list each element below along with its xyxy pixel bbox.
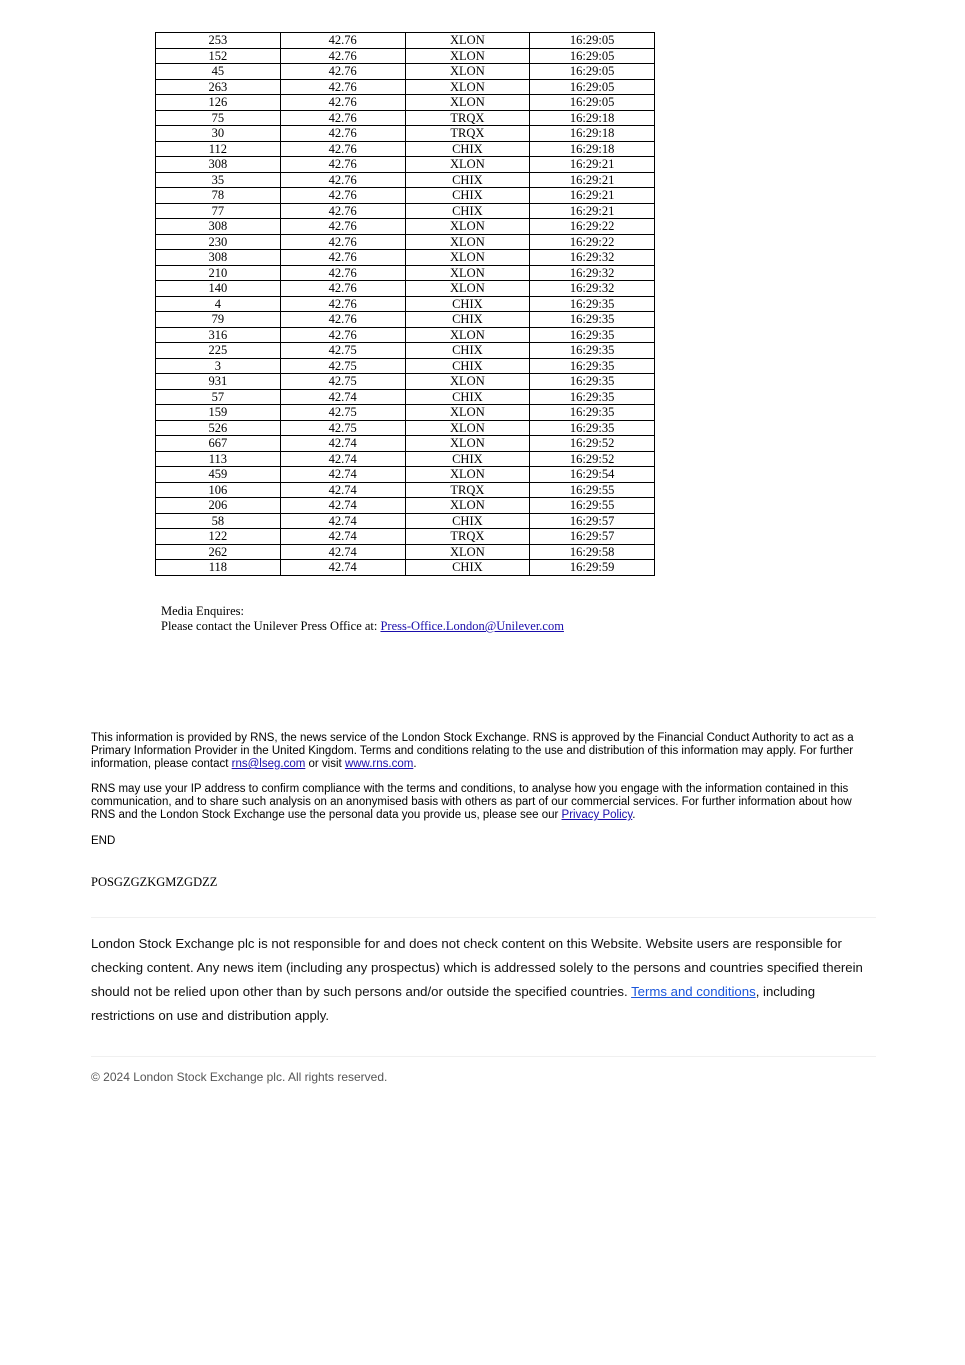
trade-price-cell: 42.76: [280, 157, 405, 173]
trade-price-cell: 42.74: [280, 436, 405, 452]
trade-volume-cell: 30: [156, 126, 281, 142]
trade-venue-cell: CHIX: [405, 312, 530, 328]
trade-volume-cell: 308: [156, 157, 281, 173]
table-row: [156, 343, 655, 359]
divider: [91, 917, 876, 918]
trade-volume-cell: 106: [156, 482, 281, 498]
trade-venue-cell: CHIX: [405, 358, 530, 374]
trade-volume-cell: 253: [156, 33, 281, 49]
rns-info-mid: or visit: [305, 758, 345, 770]
table-row: [156, 312, 655, 328]
trade-time-cell: 16:29:58: [530, 544, 655, 560]
trades-table: [155, 32, 655, 576]
table-row: [156, 389, 655, 405]
trade-price-cell: 42.75: [280, 358, 405, 374]
trade-venue-cell: XLON: [405, 219, 530, 235]
trade-volume-cell: 118: [156, 560, 281, 576]
trade-volume-cell: 78: [156, 188, 281, 204]
rns-privacy-paragraph: [91, 783, 871, 822]
table-row: [156, 358, 655, 374]
trade-volume-cell: 206: [156, 498, 281, 514]
table-row: [156, 126, 655, 142]
trade-time-cell: 16:29:21: [530, 172, 655, 188]
trade-price-cell: 42.74: [280, 513, 405, 529]
trade-venue-cell: CHIX: [405, 389, 530, 405]
trade-volume-cell: 159: [156, 405, 281, 421]
trade-price-cell: 42.76: [280, 188, 405, 204]
trade-venue-cell: CHIX: [405, 188, 530, 204]
trade-price-cell: 42.76: [280, 296, 405, 312]
trade-venue-cell: XLON: [405, 544, 530, 560]
trade-price-cell: 42.76: [280, 95, 405, 111]
trade-time-cell: 16:29:05: [530, 48, 655, 64]
trade-time-cell: 16:29:35: [530, 405, 655, 421]
table-row: [156, 451, 655, 467]
table-row: [156, 374, 655, 390]
trade-venue-cell: XLON: [405, 327, 530, 343]
trade-time-cell: 16:29:35: [530, 327, 655, 343]
trade-venue-cell: XLON: [405, 420, 530, 436]
trade-price-cell: 42.76: [280, 281, 405, 297]
trade-price-cell: 42.76: [280, 33, 405, 49]
trade-time-cell: 16:29:21: [530, 157, 655, 173]
trade-venue-cell: XLON: [405, 95, 530, 111]
trade-venue-cell: CHIX: [405, 141, 530, 157]
trade-price-cell: 42.76: [280, 265, 405, 281]
disclaimer-text: London Stock Exchange plc is not responsible for and does not check content on this Website. Website users are responsible for checking content. Any news item (including any prospectus) which is addressed solely to the persons and countries specified therein should not be relied upon other than by such persons and/or outside the specified countries.: [91, 936, 863, 999]
trade-venue-cell: XLON: [405, 33, 530, 49]
trade-volume-cell: 75: [156, 110, 281, 126]
trade-venue-cell: XLON: [405, 157, 530, 173]
trade-price-cell: 42.74: [280, 498, 405, 514]
trade-venue-cell: TRQX: [405, 529, 530, 545]
table-row: [156, 327, 655, 343]
trade-time-cell: 16:29:05: [530, 33, 655, 49]
trade-price-cell: 42.76: [280, 327, 405, 343]
press-office-email-link[interactable]: Press-Office.London@Unilever.com: [380, 619, 564, 633]
table-row: [156, 172, 655, 188]
trade-venue-cell: XLON: [405, 250, 530, 266]
table-row: [156, 405, 655, 421]
trade-time-cell: 16:29:22: [530, 234, 655, 250]
trade-price-cell: 42.76: [280, 110, 405, 126]
trade-volume-cell: 667: [156, 436, 281, 452]
table-row: [156, 498, 655, 514]
table-row: [156, 79, 655, 95]
trade-time-cell: 16:29:05: [530, 64, 655, 80]
trade-volume-cell: 263: [156, 79, 281, 95]
table-row: [156, 33, 655, 49]
table-row: [156, 296, 655, 312]
trade-time-cell: 16:29:55: [530, 482, 655, 498]
trade-time-cell: 16:29:55: [530, 498, 655, 514]
trade-price-cell: 42.76: [280, 141, 405, 157]
table-row: [156, 110, 655, 126]
table-row: [156, 513, 655, 529]
media-contact-text: Please contact the Unilever Press Office at:: [161, 619, 381, 633]
trade-time-cell: 16:29:52: [530, 451, 655, 467]
trade-volume-cell: 316: [156, 327, 281, 343]
trade-time-cell: 16:29:18: [530, 110, 655, 126]
end-label: END: [91, 835, 116, 847]
trade-time-cell: 16:29:35: [530, 420, 655, 436]
table-row: [156, 219, 655, 235]
table-row: [156, 250, 655, 266]
trade-price-cell: 42.76: [280, 48, 405, 64]
trade-venue-cell: XLON: [405, 281, 530, 297]
table-row: [156, 544, 655, 560]
trade-venue-cell: XLON: [405, 467, 530, 483]
trade-price-cell: 42.74: [280, 467, 405, 483]
trade-time-cell: 16:29:18: [530, 141, 655, 157]
trade-venue-cell: CHIX: [405, 343, 530, 359]
trade-time-cell: 16:29:35: [530, 389, 655, 405]
trade-price-cell: 42.76: [280, 203, 405, 219]
table-row: [156, 281, 655, 297]
trade-price-cell: 42.75: [280, 343, 405, 359]
trade-venue-cell: TRQX: [405, 110, 530, 126]
disclaimer-end: , including restrictions on use and distribution apply.: [91, 984, 816, 1023]
trade-time-cell: 16:29:57: [530, 529, 655, 545]
trade-time-cell: 16:29:35: [530, 312, 655, 328]
trade-price-cell: 42.74: [280, 389, 405, 405]
trade-venue-cell: CHIX: [405, 560, 530, 576]
trade-venue-cell: TRQX: [405, 482, 530, 498]
media-contact: [161, 619, 564, 634]
table-row: [156, 265, 655, 281]
table-row: [156, 95, 655, 111]
table-row: [156, 48, 655, 64]
trade-volume-cell: 57: [156, 389, 281, 405]
copyright-notice: © 2024 London Stock Exchange plc. All rights reserved.: [91, 1070, 388, 1084]
trade-time-cell: 16:29:59: [530, 560, 655, 576]
trade-time-cell: 16:29:32: [530, 281, 655, 297]
rns-website-link[interactable]: www.rns.com: [344, 758, 414, 770]
terms-and-conditions-link[interactable]: Terms and conditions: [631, 984, 756, 999]
trade-time-cell: 16:29:54: [530, 467, 655, 483]
trades-table-body: [156, 33, 655, 576]
table-row: [156, 234, 655, 250]
trade-price-cell: 42.74: [280, 560, 405, 576]
trade-price-cell: 42.75: [280, 374, 405, 390]
trade-venue-cell: CHIX: [405, 296, 530, 312]
rns-email-link[interactable]: rns@lseg.com: [231, 758, 306, 770]
trade-price-cell: 42.76: [280, 312, 405, 328]
table-row: [156, 203, 655, 219]
trade-volume-cell: 58: [156, 513, 281, 529]
trade-price-cell: 42.75: [280, 420, 405, 436]
rns-privacy-end: .: [632, 809, 636, 821]
trade-venue-cell: XLON: [405, 64, 530, 80]
trade-price-cell: 42.76: [280, 79, 405, 95]
trade-time-cell: 16:29:18: [530, 126, 655, 142]
trade-price-cell: 42.74: [280, 529, 405, 545]
trade-time-cell: 16:29:05: [530, 79, 655, 95]
trade-venue-cell: XLON: [405, 405, 530, 421]
table-row: [156, 467, 655, 483]
privacy-policy-link[interactable]: Privacy Policy: [561, 809, 633, 821]
trade-venue-cell: TRQX: [405, 126, 530, 142]
media-heading: Media Enquires:: [161, 604, 244, 618]
trade-time-cell: 16:29:05: [530, 95, 655, 111]
trade-time-cell: 16:29:57: [530, 513, 655, 529]
trade-venue-cell: XLON: [405, 436, 530, 452]
trade-volume-cell: 112: [156, 141, 281, 157]
trade-price-cell: 42.74: [280, 451, 405, 467]
trade-price-cell: 42.76: [280, 250, 405, 266]
trade-volume-cell: 152: [156, 48, 281, 64]
trade-venue-cell: CHIX: [405, 451, 530, 467]
media-enquiries: [161, 604, 564, 634]
trade-volume-cell: 126: [156, 95, 281, 111]
table-row: [156, 188, 655, 204]
trade-price-cell: 42.75: [280, 405, 405, 421]
rns-privacy-text: RNS may use your IP address to confirm compliance with the terms and conditions, to analyse how you engage with the information contained in this communication, and to share such analysis on an anonymised basis with others as part of our commercial services. For further information about how RNS and the London Stock Exchange use the personal data you provide us, please see our: [91, 783, 852, 821]
trade-volume-cell: 4: [156, 296, 281, 312]
trade-venue-cell: CHIX: [405, 513, 530, 529]
trade-price-cell: 42.74: [280, 482, 405, 498]
trade-volume-cell: 3: [156, 358, 281, 374]
trade-venue-cell: XLON: [405, 48, 530, 64]
trade-time-cell: 16:29:21: [530, 188, 655, 204]
trade-volume-cell: 526: [156, 420, 281, 436]
trade-time-cell: 16:29:35: [530, 296, 655, 312]
rns-info-paragraph: [91, 732, 871, 771]
trade-venue-cell: CHIX: [405, 172, 530, 188]
table-row: [156, 560, 655, 576]
trade-volume-cell: 77: [156, 203, 281, 219]
trade-volume-cell: 225: [156, 343, 281, 359]
trade-volume-cell: 230: [156, 234, 281, 250]
trade-venue-cell: XLON: [405, 265, 530, 281]
trade-price-cell: 42.76: [280, 64, 405, 80]
table-row: [156, 436, 655, 452]
trade-venue-cell: XLON: [405, 234, 530, 250]
lse-disclaimer: [91, 932, 866, 1028]
table-row: [156, 157, 655, 173]
rns-info-end: .: [413, 758, 417, 770]
trade-price-cell: 42.74: [280, 544, 405, 560]
trade-volume-cell: 140: [156, 281, 281, 297]
trade-venue-cell: CHIX: [405, 203, 530, 219]
trade-time-cell: 16:29:35: [530, 358, 655, 374]
trade-time-cell: 16:29:32: [530, 265, 655, 281]
trade-price-cell: 42.76: [280, 234, 405, 250]
trade-volume-cell: 210: [156, 265, 281, 281]
trade-volume-cell: 35: [156, 172, 281, 188]
trade-volume-cell: 459: [156, 467, 281, 483]
trade-volume-cell: 45: [156, 64, 281, 80]
trade-time-cell: 16:29:21: [530, 203, 655, 219]
trade-time-cell: 16:29:35: [530, 374, 655, 390]
trade-volume-cell: 308: [156, 219, 281, 235]
trade-volume-cell: 262: [156, 544, 281, 560]
trade-venue-cell: XLON: [405, 79, 530, 95]
rns-info-text: This information is provided by RNS, the news service of the London Stock Exchange. RNS is approved by the Financial Conduct Authority to act as a Primary Information Provider in the United Kingdom. Terms and conditions relating to the use and distribution of this information may apply. For further information, please contact: [91, 732, 854, 770]
trade-volume-cell: 308: [156, 250, 281, 266]
trade-price-cell: 42.76: [280, 172, 405, 188]
table-row: [156, 141, 655, 157]
trade-time-cell: 16:29:35: [530, 343, 655, 359]
trade-volume-cell: 79: [156, 312, 281, 328]
divider: [91, 1056, 876, 1057]
trade-time-cell: 16:29:32: [530, 250, 655, 266]
trade-volume-cell: 113: [156, 451, 281, 467]
table-row: [156, 420, 655, 436]
trade-price-cell: 42.76: [280, 126, 405, 142]
trade-price-cell: 42.76: [280, 219, 405, 235]
table-row: [156, 482, 655, 498]
table-row: [156, 64, 655, 80]
trade-time-cell: 16:29:52: [530, 436, 655, 452]
trade-time-cell: 16:29:22: [530, 219, 655, 235]
trade-volume-cell: 122: [156, 529, 281, 545]
table-row: [156, 529, 655, 545]
announcement-code: POSGZGZKGMZGDZZ: [91, 875, 218, 889]
trade-venue-cell: XLON: [405, 498, 530, 514]
trade-volume-cell: 931: [156, 374, 281, 390]
trade-venue-cell: XLON: [405, 374, 530, 390]
